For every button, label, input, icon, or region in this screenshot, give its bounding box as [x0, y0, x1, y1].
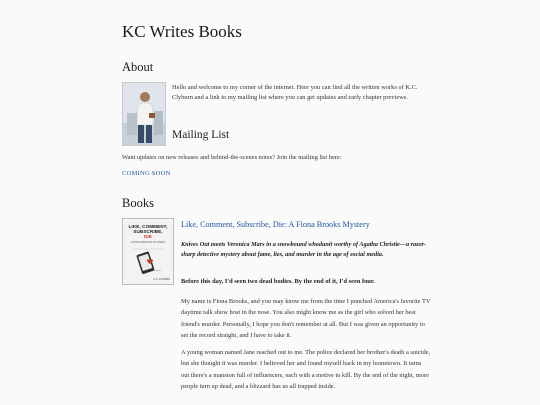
mailing-list-link[interactable]: COMING SOON — [122, 170, 171, 177]
mailing-list-text: Want updates on new releases and behind-the-scenes notes? Join the mailing list here: — [122, 154, 342, 161]
cover-title-line-3: DIE — [144, 234, 152, 239]
cover-title-line-2: SUBSCRIBE, — [133, 229, 163, 234]
book-cover[interactable] — [122, 218, 174, 285]
book-hook: Before this day, I'd seen two dead bodies. By the end of it, I'd seen four. — [181, 278, 375, 285]
book-tagline: Knives Out meets Veronica Mars in a snowbound whodunit worthy of Agatha Christie—a razor-sharp detective mystery about fame, lies, and murder in the age of social media. — [181, 241, 427, 259]
book-description-paragraph-2: A young woman named Jane reached out to me. The police declared her brother's death a suicide, but she thought it was murder. I believed her and found myself back in my hometown. It turns out there's a mansion full of influencers, each with a motive to kill. By the end of the night, more people turn up dead, and a blizzard has us all trapped inside. — [181, 349, 431, 391]
about-text: Hello and welcome to my corner of the internet. Here you can find all the written works of K.C. Clyburn and a link to my mailing list where you can get updates and early chapter previews. — [172, 84, 418, 102]
book-title-link[interactable]: Like, Comment, Subscribe, Die: A Fiona Brooks Mystery — [181, 220, 370, 229]
mailing-list-heading: Mailing List — [172, 129, 230, 141]
cover-illustration — [123, 219, 174, 285]
about-heading: About — [122, 60, 154, 74]
cover-subtitle: A FIONA BROOKS MYSTERY — [130, 241, 166, 244]
cover-author: K.C. CLYBURN — [153, 278, 170, 281]
site-title[interactable]: KC Writes Books — [122, 22, 242, 41]
author-photo-image — [123, 83, 166, 146]
author-photo — [122, 82, 166, 146]
books-heading: Books — [122, 196, 154, 210]
cover-title-line-1: LIKE, COMMENT, — [128, 224, 168, 229]
book-description-paragraph-1: My name is Fiona Brooks, and you may know me from the time I punched America's favorite TV daytime talk show host in the nose. You also might know me as the girl who solved her best friend's murder. Personally, I hope you don't remember at all. But I was given an opportunity to set the record straight, and I have to take it. — [181, 298, 431, 340]
